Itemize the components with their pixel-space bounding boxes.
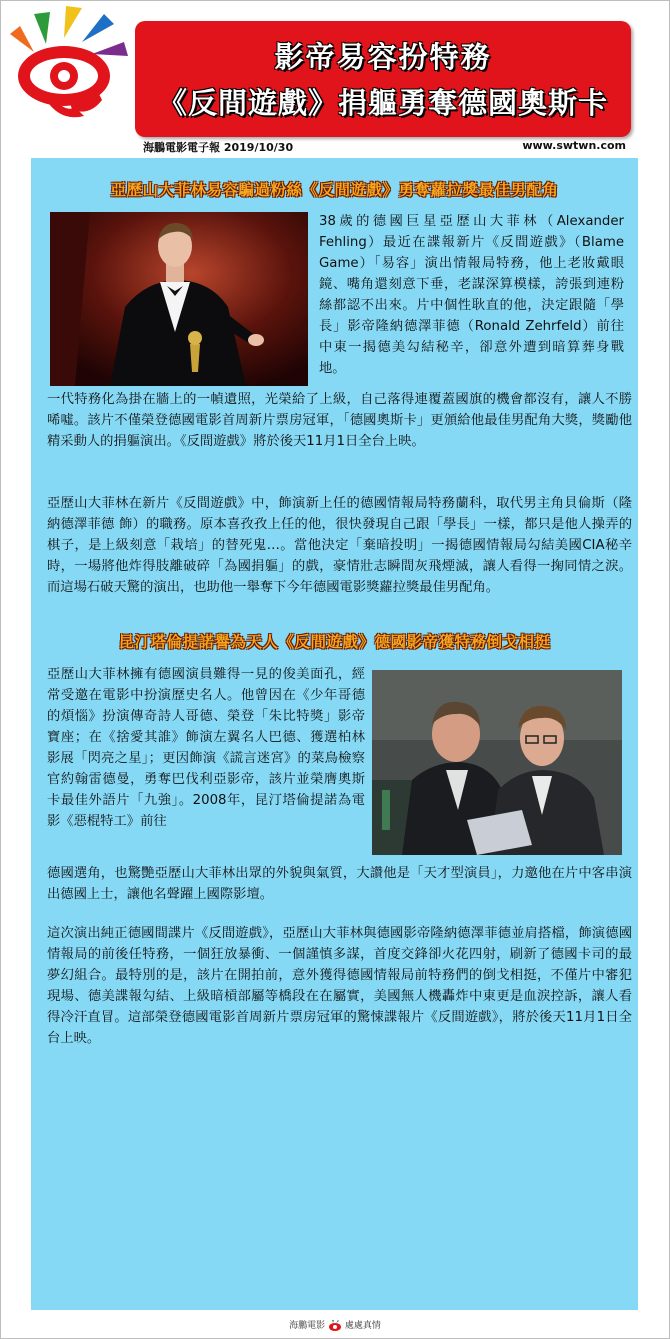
section-1-continued: 一代特務化為掛在牆上的一幀遺照，光榮給了上級，自己落得連覆蓋國旗的機會都沒有，讓人不勝唏噓。該片不僅榮登德國電影首周新片票房冠軍，「德國奧斯卡」更頒給他最佳男配角大獎，獎勵他精采動人的捐軀演出。《反間遊戲》將於後天11月1日全台上映。: [47, 392, 632, 449]
title-banner: [135, 21, 631, 137]
footer-logo-icon: [328, 1320, 342, 1332]
section-2-paragraph-2: 這次演出純正德國間諜片《反間遊戲》，亞歷山大菲林與德國影帝隆納德澤菲德並肩搭檔，飾演德國情報局的前後任特務，一個狂放暴衝、一個謹慎多謀，首度交鋒卻火花四射，刷新了德國卡司的最夢幻組合。最特別的是，該片在開拍前，意外獲得德國情報局前特務們的倒戈相挺，不僅片中審犯現場、德美諜報勾結、上級暗槓部屬等橋段在在屬實，美國無人機轟炸中東更是血淚控訴，讓人看得冷汗直冒。這部榮登德國電影首周新片票房冠軍的驚悚諜報片《反間遊戲》，將於後天11月1日全台上映。: [47, 926, 632, 1046]
section-2-heading: 昆汀塔倫提諾譽為天人《反間遊戲》德國影帝獲特務倒戈相挺: [118, 633, 551, 651]
article-panel: [31, 158, 638, 1310]
title-line-1: 影帝易容扮特務: [274, 40, 492, 74]
section-2-intro: 亞歷山大菲林擁有德國演員難得一見的俊美面孔，經常受邀在電影中扮演歷史名人。他曾因在《少年哥德的煩惱》扮演傳奇詩人哥德、榮登「朱比特獎」影帝寶座；在《捨愛其誰》飾演左翼名人巴德、獲選柏林影展「閃亮之星」；更因飾演《謊言迷宮》的菜鳥檢察官約翰雷德曼，勇奪巴伐利亞影帝，該片並榮膺奧斯卡最佳外語片「九強」。2008年，昆汀塔倫提諾為電影《惡棍特工》前往: [47, 667, 365, 829]
title-line-2: 《反間遊戲》捐軀勇奪德國奧斯卡: [157, 86, 608, 120]
film-still-photo: [372, 670, 622, 855]
footer-right-text: 處處真情: [344, 1321, 381, 1331]
logo-image: [6, 4, 136, 124]
section-2-continued: 德國選角，也驚艷亞歷山大菲林出眾的外貌與氣質，大讚他是「天才型演員」，力邀他在片中客串演出德國上士，讓他名聲躍上國際影壇。: [47, 866, 632, 902]
website-link[interactable]: www.swtwn.com: [522, 139, 626, 152]
section-1-heading: 亞歷山大菲林易容騙過粉絲《反間遊戲》勇奪蘿拉獎最佳男配角: [110, 181, 559, 199]
footer: [0, 1318, 670, 1332]
section-1-paragraph-2: 亞歷山大菲林在新片《反間遊戲》中，飾演新上任的德國情報局特務蘭科，取代男主角貝倫斯（隆納德澤菲德 飾）的職務。原本喜孜孜上任的他，很快發現自己跟「學長」一樣，都只是他人操弄的棋子，是上級刻意「栽培」的替死鬼…。當他決定「棄暗投明」一揭德國情報局勾結美國CIA秘辛時，一場將他炸得肢離破碎「為國捐軀」的戲，豪情壯志瞬間灰飛煙滅，讓人看得一掬同情之淚。而這場石破天驚的演出，也助他一舉奪下今年德國電影獎蘿拉獎最佳男配角。: [47, 496, 632, 595]
publisher-date: 海鵬電影電子報 2019/10/30: [143, 141, 294, 154]
section-1-intro: 38歲的德國巨星亞歷山大菲林（Alexander Fehling）最近在諜報新片《反間遊戲》（Blame Game）「易容」演出情報局特務，他上老妝戴眼鏡、嘴角還刻意下垂，老謀深算模樣，誇張到連粉絲都認不出來。片中個性耿直的他，決定跟隨「學長」影帝隆納德澤菲德（Ronald Zehrfeld）前往中東一揭德美勾結秘辛，卻意外遭到暗算葬身戰地。: [319, 214, 624, 376]
footer-left-text: 海鵬電影: [289, 1321, 326, 1331]
actor-award-photo: [50, 212, 308, 386]
